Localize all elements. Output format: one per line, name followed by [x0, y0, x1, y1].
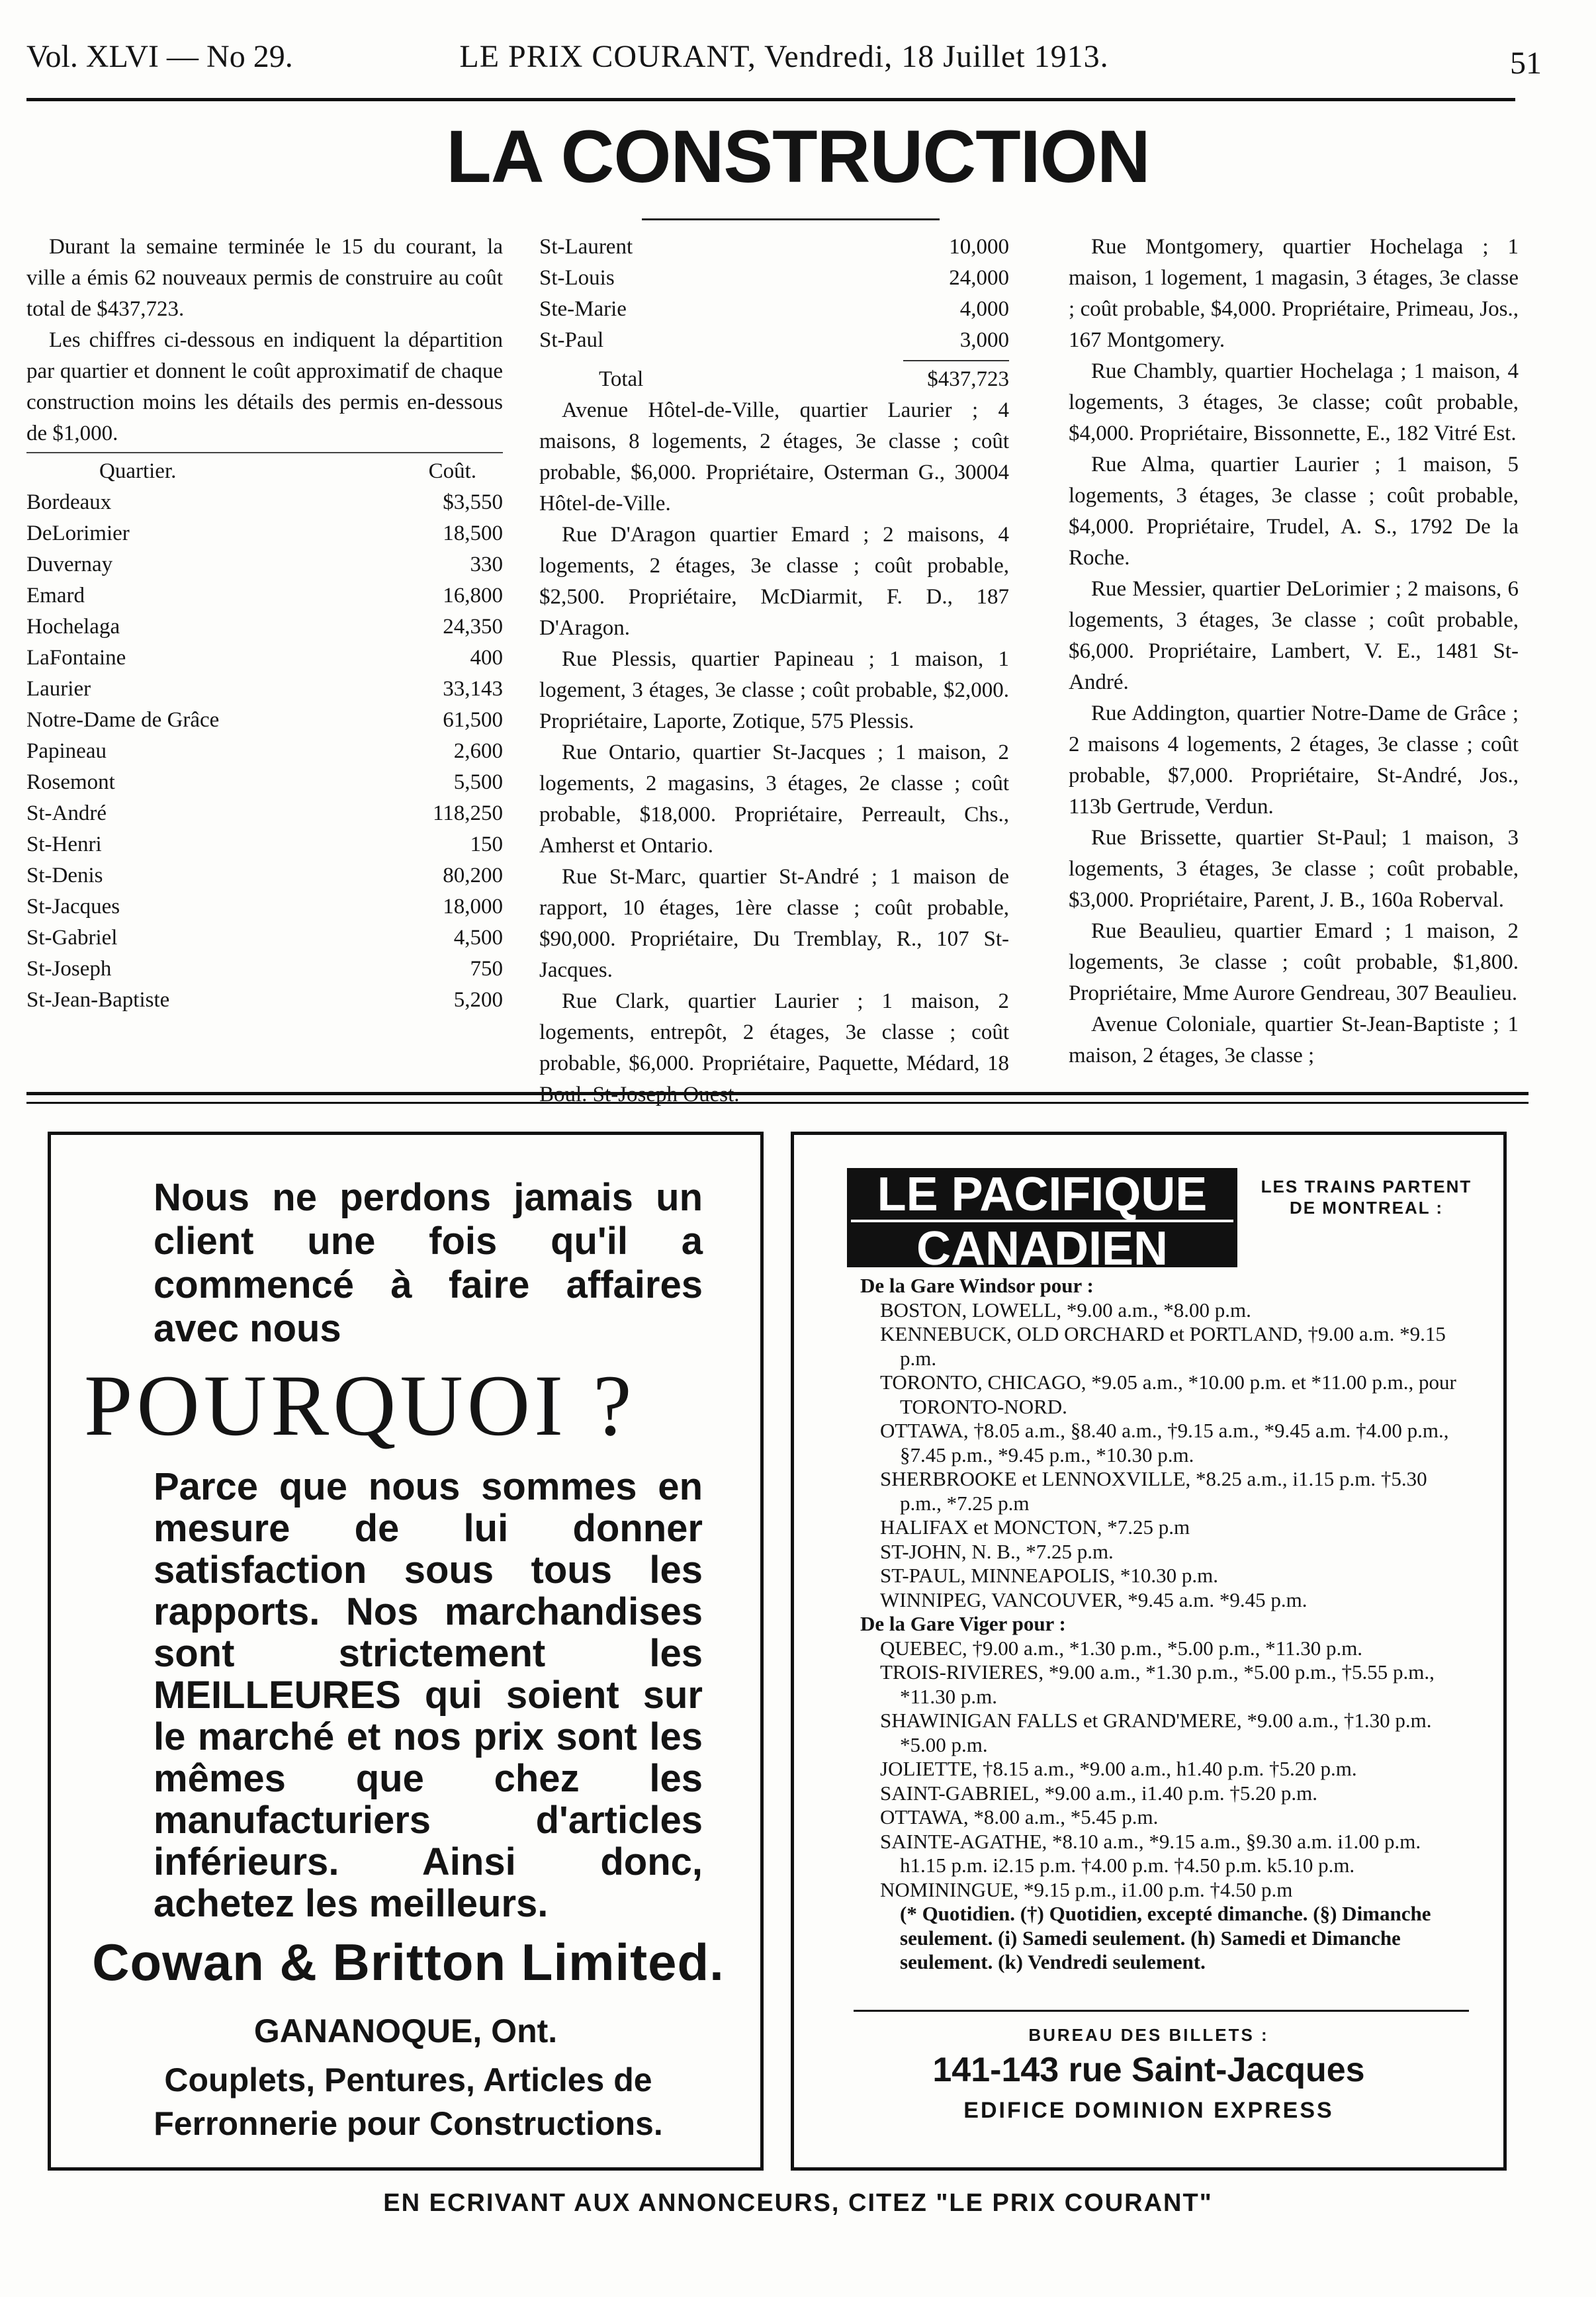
- quartier-cost: 400: [470, 646, 503, 670]
- quartier-cost: 18,500: [443, 521, 503, 545]
- table-row: [26, 705, 503, 736]
- schedule-entry: SAINT-GABRIEL, *9.00 a.m., i1.40 p.m. †5.20 p.m.: [880, 1781, 1318, 1805]
- quartier-cost: 750: [470, 957, 503, 981]
- logo-line-1: LE PACIFIQUE: [877, 1168, 1208, 1221]
- windsor-heading: De la Gare Windsor pour :: [860, 1274, 1094, 1297]
- quartier-cost: 24,000: [949, 266, 1009, 290]
- quartier-cost: 5,200: [453, 988, 503, 1012]
- page-number: 51: [1510, 46, 1542, 81]
- publication-date: LE PRIX COURANT, Vendredi, 18 Juillet 1913.: [459, 39, 1109, 74]
- schedule-entry: QUEBEC, †9.00 a.m., *1.30 p.m., *5.00 p.m., *11.30 p.m.: [880, 1636, 1363, 1660]
- section-rule-thick: [26, 1092, 1529, 1095]
- permit-list-2: [539, 395, 1009, 1110]
- quartier-cost: 80,200: [443, 864, 503, 887]
- quartier-name: St-Jacques: [26, 895, 120, 919]
- table-row: [26, 736, 503, 767]
- table-header: [26, 456, 503, 487]
- table-row: [539, 294, 1009, 325]
- table-row: [26, 643, 503, 674]
- quartier-cost: 33,143: [443, 677, 503, 701]
- quartier-cost: 24,350: [443, 615, 503, 639]
- schedule-entry: TROIS-RIVIERES, *9.00 a.m., *1.30 p.m., *5.00 p.m., †5.55 p.m., *11.30 p.m.: [880, 1660, 1435, 1708]
- viger-schedule: [860, 1637, 1469, 1903]
- table-row: [26, 518, 503, 549]
- quartier-name: Duvernay: [26, 553, 113, 576]
- bureau-rule: [854, 2010, 1469, 2012]
- schedule-entry: NOMININGUE, *9.15 p.m., i1.00 p.m. †4.50 p.m: [880, 1877, 1293, 1901]
- quartier-cost: 150: [470, 833, 503, 856]
- quartier-name: St-Louis: [539, 266, 615, 290]
- quartier-name: St-Gabriel: [26, 926, 118, 950]
- column-2: [539, 232, 1009, 1110]
- ad-lead-text: Nous ne perdons jamais un client une fois qu'il a commencé à faire affaires avec nous: [154, 1176, 703, 1350]
- volume-number: Vol. XLVI — No 29.: [26, 39, 293, 74]
- quartier-name: St-Jean-Baptiste: [26, 988, 170, 1012]
- table-row: [26, 860, 503, 891]
- permit-entry: Avenue Hôtel-de-Ville, quartier Laurier ; 4 maisons, 8 logements, 2 étages, 3e classe ; coût probable, $6,000. Propriétaire, Osterman G., 30004 Hôtel-de-Ville.: [539, 398, 1009, 516]
- table-row: [539, 325, 1009, 356]
- table-row: [26, 985, 503, 1016]
- schedule-entry: WINNIPEG, VANCOUVER, *9.45 a.m. *9.45 p.m.: [880, 1588, 1308, 1611]
- pacifique-logo: [847, 1168, 1237, 1275]
- section-rule-thin: [26, 1102, 1529, 1104]
- quartier-name: Notre-Dame de Grâce: [26, 708, 220, 732]
- quartier-table: [26, 487, 503, 1016]
- total-rule: [903, 360, 1009, 361]
- quartier-table-continued: [539, 232, 1009, 356]
- permit-entry: Rue Chambly, quartier Hochelaga ; 1 maison, 4 logements, 3 étages, 3e classe; coût probable, $4,000. Propriétaire, Bissonnette, E., 182 Vitré Est.: [1069, 359, 1519, 445]
- quartier-cost: 330: [470, 553, 503, 576]
- quartier-name: Rosemont: [26, 770, 115, 794]
- logo-line-2: CANADIEN: [916, 1222, 1168, 1275]
- total-row: [539, 364, 1009, 395]
- ticket-bureau-label: BUREAU DES BILLETS :: [1028, 2025, 1269, 2045]
- table-row: [26, 674, 503, 705]
- column-1: [26, 232, 503, 1016]
- quartier-name: Bordeaux: [26, 490, 112, 514]
- footer-notice: EN ECRIVANT AUX ANNONCEURS, CITEZ "LE PRIX COURANT": [383, 2189, 1213, 2217]
- table-row: [26, 798, 503, 829]
- table-row: [26, 611, 503, 643]
- table-row: [26, 954, 503, 985]
- article-title: LA CONSTRUCTION: [446, 115, 1150, 198]
- quartier-cost: 10,000: [949, 235, 1009, 259]
- permit-entry: Avenue Coloniale, quartier St-Jean-Baptiste ; 1 maison, 2 étages, 3e classe ;: [1069, 1013, 1519, 1067]
- quartier-cost: 3,000: [959, 328, 1009, 352]
- ticket-bureau-building: EDIFICE DOMINION EXPRESS: [963, 2098, 1334, 2123]
- schedule-entry: KENNEBUCK, OLD ORCHARD et PORTLAND, †9.00 a.m. *9.15 p.m.: [880, 1322, 1446, 1370]
- header-rule: [26, 98, 1515, 101]
- quartier-name: Laurier: [26, 677, 91, 701]
- schedule-entry: ST-PAUL, MINNEAPOLIS, *10.30 p.m.: [880, 1564, 1218, 1587]
- table-row: [539, 232, 1009, 263]
- column-3: [1069, 232, 1519, 1071]
- schedule-entry: SHAWINIGAN FALLS et GRAND'MERE, *9.00 a.m., †1.30 p.m. *5.00 p.m.: [880, 1709, 1432, 1756]
- company-city: GANANOQUE, Ont.: [253, 2012, 558, 2049]
- ticket-bureau-address: 141-143 rue Saint-Jacques: [932, 2051, 1365, 2089]
- permit-entry: Rue Addington, quartier Notre-Dame de Grâce ; 2 maisons 4 logements, 2 étages, 3e classe ; coût probable, $7,000. Propriétaire, St-André, Jos., 113b Gertrude, Verdun.: [1069, 701, 1519, 819]
- table-row: [539, 263, 1009, 294]
- table-row: [26, 923, 503, 954]
- permit-entry: Rue Plessis, quartier Papineau ; 1 maison, 1 logement, 3 étages, 3e classe ; coût probable, $2,000. Propriétaire, Laporte, Zotique, 575 Plessis.: [539, 647, 1009, 733]
- schedule-entry: SHERBROOKE et LENNOXVILLE, *8.25 a.m., i1.15 p.m. †5.30 p.m., *7.25 p.m: [880, 1467, 1427, 1515]
- quartier-cost: 2,600: [453, 739, 503, 763]
- permit-entry: Rue D'Aragon quartier Emard ; 2 maisons, 4 logements, 2 étages, 3e classe ; coût probable, $2,500. Propriétaire, McDiarmit, F. D., 187 D'Aragon.: [539, 523, 1009, 640]
- viger-heading: De la Gare Viger pour :: [860, 1612, 1066, 1635]
- trains-depart-notice: LES TRAINS PARTENT DE MONTREAL :: [1261, 1177, 1472, 1218]
- quartier-name: St-Denis: [26, 864, 103, 887]
- schedule-entry: TORONTO, CHICAGO, *9.05 a.m., *10.00 p.m. et *11.00 p.m., pour TORONTO-NORD.: [880, 1371, 1456, 1418]
- schedule-legend: (* Quotidien. (†) Quotidien, excepté dimanche. (§) Dimanche seulement. (i) Samedi seulement. (h) Samedi et Dimanche seulement. (k) Vendredi seulement.: [900, 1902, 1431, 1973]
- permit-entry: Rue Ontario, quartier St-Jacques ; 1 maison, 2 logements, 2 magasins, 3 étages, 2e classe ; coût probable, $18,000. Propriétaire, Perreault, Chs., Amherst et Ontario.: [539, 741, 1009, 858]
- schedule-entry: JOLIETTE, †8.15 a.m., *9.00 a.m., h1.40 p.m. †5.20 p.m.: [880, 1757, 1357, 1780]
- schedule-entry: SAINTE-AGATHE, *8.10 a.m., *9.15 a.m., §9.30 a.m. i1.00 p.m. h1.15 p.m. i2.15 p.m. †4.00 p.m. †4.50 p.m. k5.10 p.m.: [880, 1829, 1421, 1877]
- running-head: [26, 38, 1542, 91]
- quartier-name: St-Laurent: [539, 235, 633, 259]
- quartier-cost: $3,550: [443, 490, 503, 514]
- company-name: Cowan & Britton Limited.: [92, 1933, 725, 1991]
- table-row: [26, 549, 503, 580]
- quartier-cost: 18,000: [443, 895, 503, 919]
- title-rule: [642, 218, 940, 220]
- quartier-name: St-André: [26, 801, 107, 825]
- intro-paragraph-2: Les chiffres ci-dessous en indiquent la départition par quartier et donnent le coût approximatif de chaque construction moins les détails des permis en-dessous de $1,000.: [26, 328, 503, 445]
- schedule-entry: BOSTON, LOWELL, *9.00 a.m., *8.00 p.m.: [880, 1298, 1251, 1322]
- quartier-header: Quartier.: [99, 459, 177, 483]
- permit-entry: Rue Beaulieu, quartier Emard ; 1 maison, 2 logements, 3e classe ; coût probable, $1,800. Propriétaire, Mme Aurore Gendreau, 307 Beaulieu.: [1069, 919, 1519, 1005]
- quartier-name: Hochelaga: [26, 615, 120, 639]
- permit-entry: Rue Alma, quartier Laurier ; 1 maison, 5 logements, 3 étages, 3e classe ; coût probable, $4,000. Propriétaire, Trudel, A. S., 1792 De la Roche.: [1069, 453, 1519, 570]
- train-schedule: [860, 1274, 1469, 1975]
- intro-paragraph: Durant la semaine terminée le 15 du courant, la ville a émis 62 nouveaux permis de construire au coût total de $437,723.: [26, 235, 503, 321]
- quartier-cost: 61,500: [443, 708, 503, 732]
- quartier-name: St-Joseph: [26, 957, 112, 981]
- quartier-name: LaFontaine: [26, 646, 126, 670]
- schedule-entry: HALIFAX et MONCTON, *7.25 p.m: [880, 1515, 1190, 1539]
- permit-entry: Rue Messier, quartier DeLorimier ; 2 maisons, 6 logements, 3 étages, 3e classe ; coût probable, $6,000. Propriétaire, Lambert, V. E., 1481 St-André.: [1069, 577, 1519, 694]
- quartier-cost: 118,250: [432, 801, 503, 825]
- quartier-cost: 4,500: [453, 926, 503, 950]
- schedule-entry: OTTAWA, †8.05 a.m., §8.40 a.m., †9.15 a.m., *9.45 a.m. †4.00 p.m., §7.45 p.m., *9.45 p.m., *10.30 p.m.: [880, 1419, 1449, 1466]
- quartier-name: St-Henri: [26, 833, 102, 856]
- quartier-cost: 4,000: [959, 297, 1009, 321]
- permit-entry: Rue Clark, quartier Laurier ; 1 maison, 2 logements, entrepôt, 2 étages, 3e classe ; coût probable, $6,000. Propriétaire, Paquette, Médard, 18 Boul. St-Joseph Ouest.: [539, 989, 1009, 1106]
- table-row: [26, 767, 503, 798]
- schedule-entry: ST-JOHN, N. B., *7.25 p.m.: [880, 1539, 1114, 1563]
- quartier-name: DeLorimier: [26, 521, 130, 545]
- company-products: Couplets, Pentures, Articles de Ferronnerie pour Constructions.: [154, 2061, 663, 2142]
- quartier-cost: 5,500: [453, 770, 503, 794]
- permit-entry: Rue St-Marc, quartier St-André ; 1 maison de rapport, 10 étages, 1ère classe ; coût probable, $90,000. Propriétaire, Du Tremblay, R., 107 St-Jacques.: [539, 865, 1009, 982]
- schedule-entry: OTTAWA, *8.00 a.m., *5.45 p.m.: [880, 1805, 1159, 1828]
- pacifique-canadien-advertisement: [791, 1132, 1507, 2171]
- quartier-name: Emard: [26, 584, 85, 608]
- permit-entry: Rue Brissette, quartier St-Paul; 1 maison, 3 logements, 3 étages, 3e classe ; coût probable, $3,000. Propriétaire, Parent, J. B., 160a Roberval.: [1069, 826, 1519, 912]
- table-row: [26, 891, 503, 923]
- permit-list-3: [1069, 232, 1519, 1071]
- total-label: Total: [599, 367, 644, 391]
- table-row: [26, 487, 503, 518]
- ad-pourquoi-heading: POURQUOI ?: [84, 1357, 636, 1454]
- permit-entry: Rue Montgomery, quartier Hochelaga ; 1 maison, 1 logement, 1 magasin, 3 étages, 3e classe ; coût probable, $4,000. Propriétaire, Primeau, Jos., 167 Montgomery.: [1069, 235, 1519, 352]
- table-row: [26, 580, 503, 611]
- total-value: $437,723: [927, 367, 1009, 391]
- ad-body-text: Parce que nous sommes en mesure de lui donner satisfaction sous tous les rapports. Nos marchandises sont strictement les MEILLEURES qui soient sur le marché et nos prix sont les mêmes que chez les manufacturiers d'articles inférieurs. Ainsi donc, achetez les meilleurs.: [154, 1465, 703, 1925]
- quartier-name: Papineau: [26, 739, 107, 763]
- quartier-name: Ste-Marie: [539, 297, 627, 321]
- table-rule: [26, 452, 503, 453]
- windsor-schedule: [860, 1298, 1469, 1613]
- cowan-britton-advertisement: [48, 1132, 764, 2171]
- quartier-cost: 16,800: [443, 584, 503, 608]
- cout-header: Coût.: [428, 459, 476, 483]
- table-row: [26, 829, 503, 860]
- quartier-name: St-Paul: [539, 328, 604, 352]
